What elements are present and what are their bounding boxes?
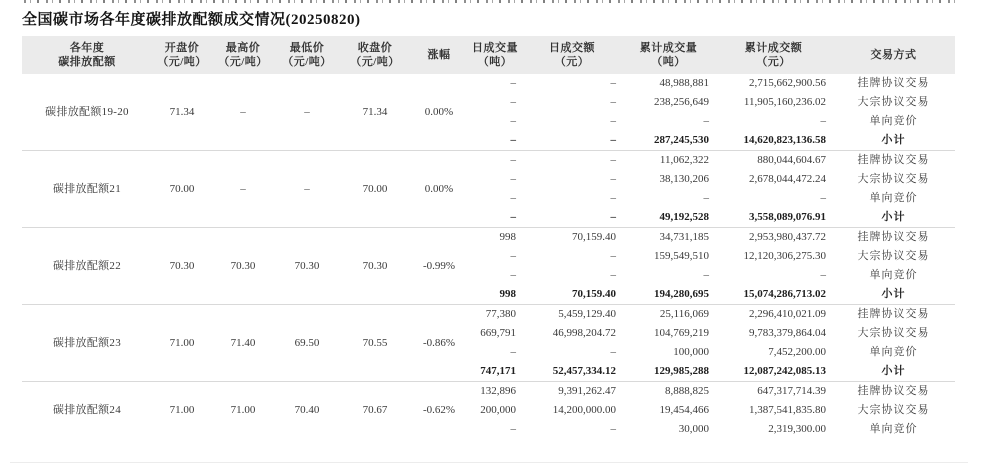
cell-cum-amount: 1,387,541,835.80 <box>749 404 826 416</box>
cell-change: 0.00% <box>410 74 468 151</box>
cell-low: 70.30 <box>274 228 340 305</box>
cell-mode: 单向竞价 <box>869 346 918 358</box>
cell-cum-amount: 2,953,980,437.72 <box>749 231 826 243</box>
cell-daily-volume: – <box>510 115 516 127</box>
cell-daily-amount: 9,391,262.47 <box>558 385 616 397</box>
cell-daily-amount: 52,457,334.12 <box>522 362 622 382</box>
bottom-divider <box>10 462 968 463</box>
cell-daily-volume: – <box>510 96 516 108</box>
cell-cum-amount: 12,087,242,085.13 <box>715 362 832 382</box>
cell-cum-volume: 30,000 <box>678 423 709 435</box>
cell-daily-amount: – <box>522 208 622 228</box>
cell-daily-volume: – <box>510 250 516 262</box>
cell-cum-volume: 34,731,185 <box>659 231 709 243</box>
cell-daily-volume: – <box>468 208 522 228</box>
cell-close: 70.67 <box>362 404 388 416</box>
cell-high: 71.40 <box>212 305 274 382</box>
cell-cum-amount: – <box>820 192 826 204</box>
cell-cum-amount: – <box>820 115 826 127</box>
cell-daily-volume: – <box>510 173 516 185</box>
cell-close: 71.34 <box>340 74 410 151</box>
cell-mode: 挂牌协议交易 <box>857 77 930 89</box>
cell-cum-volume: 104,769,219 <box>654 327 709 339</box>
header-row <box>22 36 955 74</box>
cell-daily-volume: – <box>510 77 516 89</box>
cell-daily-volume: 747,171 <box>468 362 522 382</box>
cell-daily-amount: – <box>610 269 616 281</box>
cell-low: – <box>274 74 340 151</box>
col-header-cum-volume: 累计成交量 （吨） <box>622 36 715 74</box>
cell-cum-volume: 159,549,510 <box>654 250 709 262</box>
cell-mode: 挂牌协议交易 <box>857 385 930 397</box>
cell-daily-amount: – <box>610 154 616 166</box>
cell-name: 碳排放配额22 <box>22 228 152 305</box>
cell-cum-amount: – <box>820 269 826 281</box>
cell-daily-amount: – <box>610 173 616 185</box>
cell-daily-amount: 5,459,129.40 <box>558 308 616 320</box>
cell-change: 0.00% <box>410 151 468 228</box>
col-header-close: 收盘价 （元/吨） <box>340 36 410 74</box>
cell-daily-volume: 998 <box>499 231 516 243</box>
col-header-open: 开盘价 （元/吨） <box>152 36 212 74</box>
cell-mode: 挂牌协议交易 <box>857 154 930 166</box>
cell-mode: 大宗协议交易 <box>857 404 930 416</box>
table-header <box>22 36 955 74</box>
cell-mode: 小计 <box>832 362 955 382</box>
col-header-cum-amount: 累计成交额 （元） <box>715 36 832 74</box>
cell-cum-volume: 238,256,649 <box>654 96 709 108</box>
cell-cum-volume: 19,454,466 <box>659 404 709 416</box>
cell-daily-volume: – <box>510 269 516 281</box>
cell-daily-amount: – <box>610 192 616 204</box>
cell-mode: 小计 <box>832 285 955 305</box>
cell-mode: 大宗协议交易 <box>857 327 930 339</box>
cell-change: -0.86% <box>410 305 468 382</box>
cell-daily-amount: – <box>610 423 616 435</box>
cell-cum-volume: – <box>703 192 709 204</box>
col-header-low: 最低价 （元/吨） <box>274 36 340 74</box>
cell-cum-volume: 38,130,206 <box>659 173 709 185</box>
cell-name: 碳排放配额23 <box>22 305 152 382</box>
cell-open: 71.00 <box>169 404 195 416</box>
cell-close: 70.00 <box>340 151 410 228</box>
cell-cum-amount: 647,317,714.39 <box>757 385 826 397</box>
cell-daily-volume: – <box>510 154 516 166</box>
cell-daily-amount: – <box>610 250 616 262</box>
cell-daily-volume: – <box>510 192 516 204</box>
cell-open: 70.30 <box>152 228 212 305</box>
cell-high: 71.00 <box>230 404 256 416</box>
cell-mode: 小计 <box>832 208 955 228</box>
table-row <box>22 305 955 325</box>
cell-cum-amount: 12,120,306,275.30 <box>743 250 826 262</box>
cell-daily-amount: – <box>610 346 616 358</box>
cell-daily-volume: 132,896 <box>480 385 516 397</box>
cell-name: 碳排放配额19-20 <box>22 74 152 151</box>
cell-cum-amount: 880,044,604.67 <box>757 154 826 166</box>
cell-cum-amount: 14,620,823,136.58 <box>715 131 832 151</box>
cell-cum-volume: 287,245,530 <box>622 131 715 151</box>
cell-name: 碳排放配额24 <box>52 404 122 416</box>
cell-daily-amount: 70,159.40 <box>522 285 622 305</box>
cell-daily-volume: – <box>510 423 516 435</box>
col-header-daily-amount: 日成交额 （元） <box>522 36 622 74</box>
cell-cum-volume: 25,116,069 <box>659 308 709 320</box>
table-row <box>22 228 955 248</box>
cell-mode: 单向竞价 <box>869 269 918 281</box>
cell-daily-amount: – <box>610 96 616 108</box>
cell-mode: 大宗协议交易 <box>857 96 930 108</box>
cell-cum-volume: 49,192,528 <box>622 208 715 228</box>
cell-cum-volume: – <box>703 269 709 281</box>
cell-open: 71.00 <box>152 305 212 382</box>
cell-cum-amount: 9,783,379,864.04 <box>749 327 826 339</box>
cell-cum-amount: 3,558,089,076.91 <box>715 208 832 228</box>
cell-close: 70.30 <box>340 228 410 305</box>
cell-cum-amount: 2,296,410,021.09 <box>749 308 826 320</box>
cell-daily-amount: – <box>522 131 622 151</box>
cell-cum-amount: 7,452,200.00 <box>768 346 826 358</box>
cell-mode: 单向竞价 <box>869 115 918 127</box>
cell-cum-volume: 194,280,695 <box>622 285 715 305</box>
cell-daily-volume: – <box>468 131 522 151</box>
cell-low: – <box>274 151 340 228</box>
cell-daily-volume: 200,000 <box>480 404 516 416</box>
cell-cum-volume: 129,985,288 <box>622 362 715 382</box>
cell-name: 碳排放配额21 <box>22 151 152 228</box>
cell-cum-volume: 11,062,322 <box>659 154 709 166</box>
allowance-table <box>22 36 955 439</box>
col-header-high: 最高价 （元/吨） <box>212 36 274 74</box>
table-row <box>22 74 955 93</box>
cell-cum-amount: 2,715,662,900.56 <box>749 77 826 89</box>
cell-daily-amount: – <box>610 77 616 89</box>
cell-high: – <box>212 74 274 151</box>
cell-daily-volume: 77,380 <box>485 308 516 320</box>
cell-change: -0.62% <box>422 404 456 416</box>
col-header-name: 各年度 碳排放配额 <box>22 36 152 74</box>
cell-low: 69.50 <box>274 305 340 382</box>
cell-high: – <box>212 151 274 228</box>
cell-mode: 挂牌协议交易 <box>857 308 930 320</box>
cell-mode: 大宗协议交易 <box>857 250 930 262</box>
cell-mode: 单向竞价 <box>869 423 918 435</box>
cell-cum-volume: – <box>703 115 709 127</box>
cell-daily-amount: – <box>610 115 616 127</box>
cell-daily-amount: 70,159.40 <box>572 231 616 243</box>
cell-mode: 挂牌协议交易 <box>857 231 930 243</box>
col-header-trade-mode: 交易方式 <box>832 36 955 74</box>
cell-cum-amount: 11,905,160,236.02 <box>743 96 826 108</box>
col-header-daily-volume: 日成交量 （吨） <box>468 36 522 74</box>
cell-low: 70.40 <box>294 404 320 416</box>
cell-mode: 单向竞价 <box>869 192 918 204</box>
cell-change: -0.99% <box>410 228 468 305</box>
cell-daily-volume: 998 <box>468 285 522 305</box>
cell-cum-amount: 2,319,300.00 <box>768 423 826 435</box>
table-body <box>22 74 955 439</box>
cell-cum-amount: 2,678,044,472.24 <box>749 173 826 185</box>
cell-cum-volume: 48,988,881 <box>659 77 709 89</box>
cell-open: 71.34 <box>152 74 212 151</box>
cell-mode: 大宗协议交易 <box>857 173 930 185</box>
cell-close: 70.55 <box>340 305 410 382</box>
cell-cum-amount: 15,074,286,713.02 <box>715 285 832 305</box>
col-header-change: 涨幅 <box>410 36 468 74</box>
table-row <box>22 151 955 171</box>
cell-daily-volume: – <box>510 346 516 358</box>
table-row <box>22 382 955 402</box>
cell-high: 70.30 <box>212 228 274 305</box>
cell-daily-amount: 14,200,000.00 <box>552 404 616 416</box>
clipped-text-row <box>24 0 960 3</box>
page-title: 全国碳市场各年度碳排放配额成交情况(20250820) <box>22 12 361 28</box>
cell-daily-amount: 46,998,204.72 <box>552 327 616 339</box>
cell-cum-volume: 8,888,825 <box>665 385 709 397</box>
cell-daily-volume: 669,791 <box>480 327 516 339</box>
cell-mode: 小计 <box>832 131 955 151</box>
cell-cum-volume: 100,000 <box>673 346 709 358</box>
cell-open: 70.00 <box>152 151 212 228</box>
